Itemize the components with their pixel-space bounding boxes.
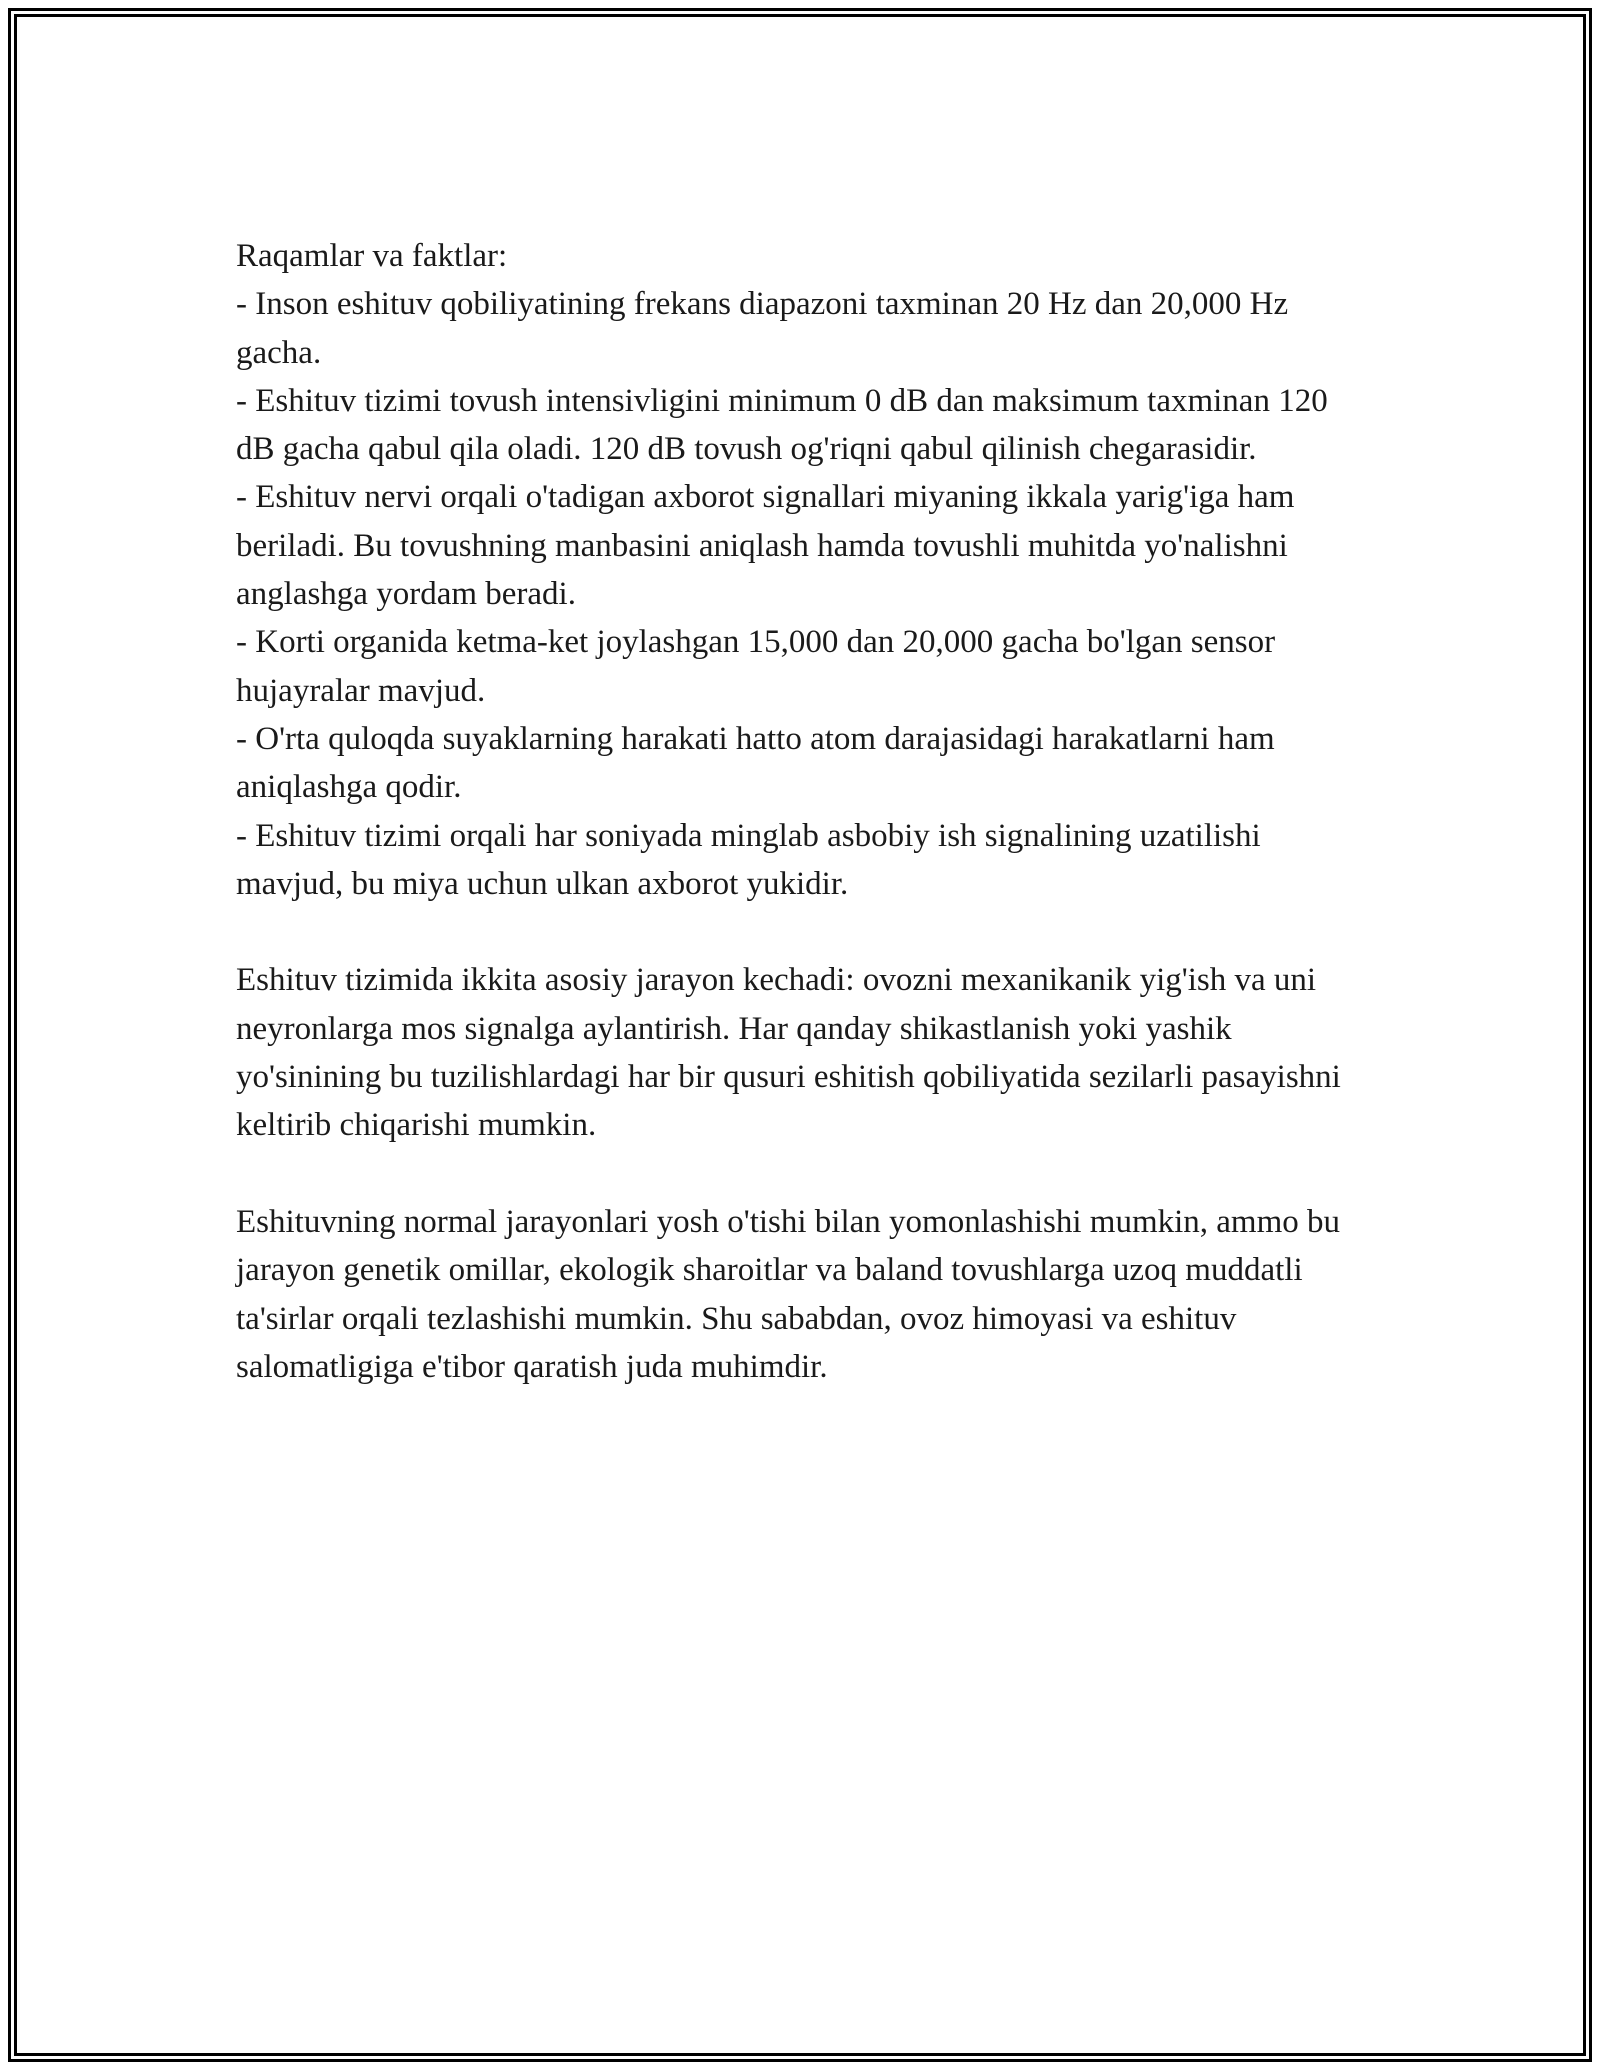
fact-item: - O'rta quloqda suyaklarning harakati hatto atom darajasidagi harakatlarni ham aniqlashga qodir. [236, 720, 1275, 806]
body-paragraph: Eshituvning normal jarayonlari yosh o'tishi bilan yomonlashishi mumkin, ammo bu jarayon genetik omillar, ekologik sharoitlar va baland tovushlarga uzoq muddatli ta'sirlar orqali tezlashishi mumkin. Shu sababdan, ovoz himoyasi va eshituv salomatligiga e'tibor qaratish juda muhimdir. [236, 1203, 1341, 1385]
fact-item: - Eshituv tizimi tovush intensivligini minimum 0 dB dan maksimum taxminan 120 dB gacha qabul qila oladi. 120 dB tovush og'riqni qabul qilinish chegarasidir. [236, 382, 1328, 468]
paragraph-spacer [236, 1150, 1366, 1198]
fact-item: - Eshituv tizimi orqali har soniyada minglab asbobiy ish signalining uzatilishi mavjud, bu miya uchun ulkan axborot yukidir. [236, 817, 1261, 902]
paragraph-spacer [236, 908, 1366, 956]
fact-item: - Inson eshituv qobiliyatining frekans diapazoni taxminan 20 Hz dan 20,000 Hz gacha. [236, 286, 1289, 371]
fact-item: - Korti organida ketma-ket joylashgan 15,000 dan 20,000 gacha bo'lgan sensor hujayralar mavjud. [236, 624, 1276, 709]
document-body [236, 232, 1366, 1391]
fact-item: - Eshituv nervi orqali o'tadigan axborot signallari miyaning ikkala yarig'iga ham beriladi. Bu tovushning manbasini aniqlash hamda tovushli muhitda yo'nalishni anglashga yordam beradi. [236, 479, 1295, 613]
body-paragraph: Eshituv tizimida ikkita asosiy jarayon kechadi: ovozni mexanikanik yig'ish va uni neyronlarga mos signalga aylantirish. Har qanday shikastlanish yoki yashik yo'sinining bu tuzilishlardagi har bir qusuri eshitish qobiliyatida sezilarli pasayishni keltirib chiqarishi mumkin. [236, 962, 1341, 1144]
facts-heading: Raqamlar va faktlar: [236, 238, 508, 274]
